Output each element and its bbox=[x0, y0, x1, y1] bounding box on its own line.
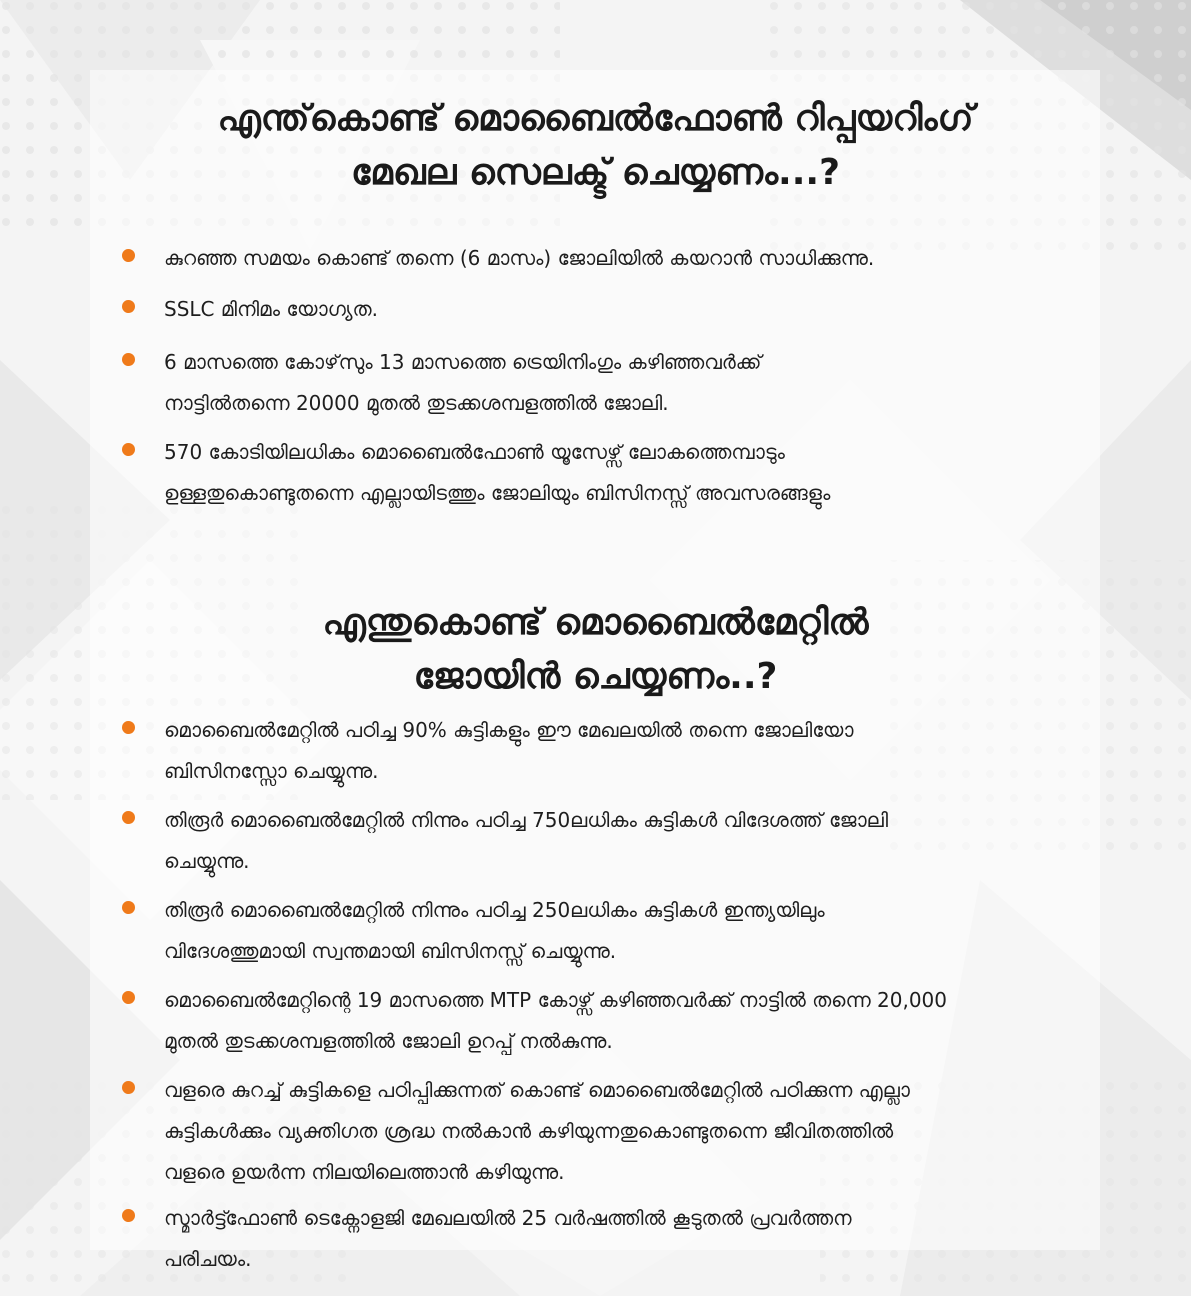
bullet-icon bbox=[122, 443, 135, 456]
list-item-line: തിരൂർ മൊബൈൽമേറ്റിൽ നിന്നും പഠിച്ച 250ലധികം കുട്ടികൾ ഇന്ത്യയിലും bbox=[164, 898, 825, 922]
list-item-text bbox=[164, 710, 1044, 792]
list-item-line: മൊബൈൽമേറ്റിന്റെ 19 മാസത്തെ MTP കോഴ്സ് കഴിഞ്ഞവർക്ക് നാട്ടിൽ തന്നെ 20,000 bbox=[164, 988, 948, 1012]
section-1-heading-line-1: എന്ത്‌കൊണ്ട് മൊബൈൽഫോൺ റിപ്പയറിംഗ് bbox=[217, 98, 974, 139]
list-item-text bbox=[164, 980, 1044, 1062]
list-item-text bbox=[164, 1198, 1044, 1280]
list-item-line: കുട്ടികൾക്കും വ്യക്തിഗത ശ്രദ്ധ നൽകാൻ കഴിയുന്നതുകൊണ്ടുതന്നെ ജീവിതത്തിൽ bbox=[164, 1119, 894, 1143]
list-item-line: വളരെ ഉയർന്ന നിലയിലെത്താൻ കഴിയുന്നു. bbox=[164, 1160, 565, 1184]
list-item-text bbox=[164, 432, 1044, 514]
bullet-icon bbox=[122, 901, 135, 914]
list-item-line: കുറഞ്ഞ സമയം കൊണ്ട് തന്നെ (6 മാസം) ജോലിയിൽ കയറാൻ സാധിക്കുന്നു. bbox=[164, 246, 875, 270]
list-item-text bbox=[164, 800, 1044, 882]
list-item-line: ചെയ്യുന്നു. bbox=[164, 849, 250, 873]
list-item-line: ഉള്ളതുകൊണ്ടുതന്നെ എല്ലായിടത്തും ജോലിയും ബിസിനസ്സ് അവസരങ്ങളും bbox=[164, 481, 831, 505]
bullet-icon bbox=[122, 721, 135, 734]
section-2-heading-line-2: ജോയിൻ ചെയ്യണം..? bbox=[413, 656, 778, 697]
list-item-text bbox=[164, 1070, 1044, 1193]
list-item-line: 6 മാസത്തെ കോഴ്‌സും 13 മാസത്തെ ട്രെയിനിംഗും കഴിഞ്ഞവർക്ക് bbox=[164, 350, 762, 374]
list-item-line: നാട്ടിൽതന്നെ 20000 മുതൽ തുടക്കശമ്പളത്തിൽ ജോലി. bbox=[164, 391, 669, 415]
section-2-heading bbox=[0, 596, 1191, 704]
list-item-line: SSLC മിനിമം യോഗ്യത. bbox=[164, 297, 378, 321]
section-1-heading bbox=[0, 92, 1191, 200]
section-2-heading-line-1: എന്തുകൊണ്ട് മൊബൈൽമേറ്റിൽ bbox=[322, 602, 869, 643]
list-item-line: സ്മാർട്ട്ഫോൺ ടെക്നോളജി മേഖലയിൽ 25 വർഷത്തിൽ കൂടുതൽ പ്രവർത്തന bbox=[164, 1206, 852, 1230]
bullet-icon bbox=[122, 1081, 135, 1094]
bullet-icon bbox=[122, 1209, 135, 1222]
list-item-line: തിരൂർ മൊബൈൽമേറ്റിൽ നിന്നും പഠിച്ച 750ലധികം കുട്ടികൾ വിദേശത്ത് ജോലി bbox=[164, 808, 889, 832]
list-item-text bbox=[164, 890, 1044, 972]
bullet-icon bbox=[122, 991, 135, 1004]
list-item-text bbox=[164, 289, 1044, 330]
bullet-icon bbox=[122, 249, 135, 262]
list-item-line: വിദേശത്തുമായി സ്വന്തമായി ബിസിനസ്സ് ചെയ്യുന്നു. bbox=[164, 939, 617, 963]
list-item-line: 570 കോടിയിലധികം മൊബൈൽഫോൺ യൂസേഴ്സ് ലോകത്തെമ്പാടും bbox=[164, 440, 785, 464]
list-item-line: മുതൽ തുടക്കശമ്പളത്തിൽ ജോലി ഉറപ്പ് നൽകുന്നു. bbox=[164, 1029, 613, 1053]
section-1-heading-line-2: മേഖല സെലക്ട് ചെയ്യണം...? bbox=[351, 152, 840, 193]
bullet-icon bbox=[122, 353, 135, 366]
list-item-text bbox=[164, 238, 1044, 279]
bullet-icon bbox=[122, 300, 135, 313]
list-item-line: വളരെ കുറച്ച് കുട്ടികളെ പഠിപ്പിക്കുന്നത് കൊണ്ട് മൊബൈൽമേറ്റിൽ പഠിക്കുന്ന എല്ലാ bbox=[164, 1078, 910, 1102]
list-item-line: പരിചയം. bbox=[164, 1247, 252, 1271]
list-item-line: മൊബൈൽമേറ്റിൽ പഠിച്ച 90% കുട്ടികളും ഈ മേഖലയിൽ തന്നെ ജോലിയോ bbox=[164, 718, 854, 742]
list-item-line: ബിസിനസ്സോ ചെയ്യുന്നു. bbox=[164, 759, 379, 783]
list-item-text bbox=[164, 342, 1044, 424]
bullet-icon bbox=[122, 811, 135, 824]
